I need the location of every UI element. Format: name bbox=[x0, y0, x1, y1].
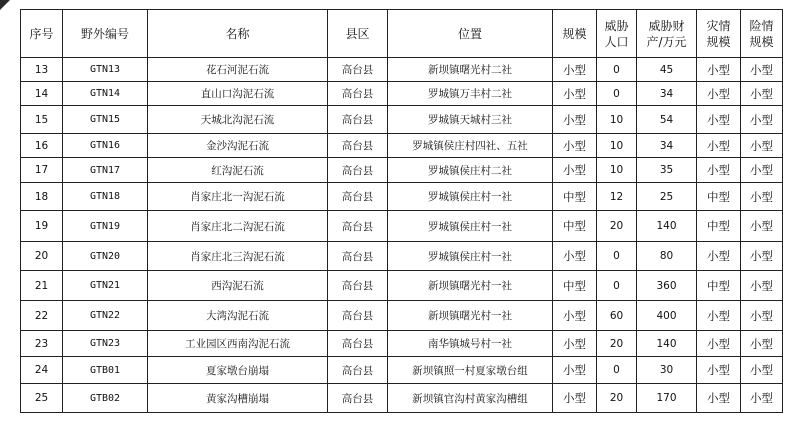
cell-scale: 小型 bbox=[553, 158, 597, 183]
cell-location: 新坝镇官沟村黄家沟槽组 bbox=[388, 384, 553, 413]
cell-threatened-property: 30 bbox=[637, 357, 697, 384]
cell-threatened-property: 360 bbox=[637, 271, 697, 301]
cell-county: 高台县 bbox=[328, 134, 388, 158]
cell-seq: 23 bbox=[21, 331, 63, 357]
cell-seq: 15 bbox=[21, 106, 63, 134]
cell-threatened-property: 25 bbox=[637, 183, 697, 211]
cell-code: GTN22 bbox=[63, 301, 148, 331]
cell-risk-scale: 小型 bbox=[741, 183, 783, 211]
cell-seq: 17 bbox=[21, 158, 63, 183]
cell-code: GTN19 bbox=[63, 211, 148, 242]
cell-seq: 20 bbox=[21, 242, 63, 271]
cell-risk-scale: 小型 bbox=[741, 271, 783, 301]
cell-scale: 中型 bbox=[553, 183, 597, 211]
cell-location: 新坝镇曙光村一社 bbox=[388, 301, 553, 331]
table-body bbox=[21, 58, 783, 413]
cell-seq: 22 bbox=[21, 301, 63, 331]
cell-name: 天城北沟泥石流 bbox=[148, 106, 328, 134]
cell-risk-scale: 小型 bbox=[741, 134, 783, 158]
table-row bbox=[21, 384, 783, 413]
cell-name: 大湾沟泥石流 bbox=[148, 301, 328, 331]
cell-county: 高台县 bbox=[328, 106, 388, 134]
table-row bbox=[21, 183, 783, 211]
cell-code: GTN20 bbox=[63, 242, 148, 271]
cell-name: 肖家庄北一沟泥石流 bbox=[148, 183, 328, 211]
cell-seq: 18 bbox=[21, 183, 63, 211]
cell-risk-scale: 小型 bbox=[741, 82, 783, 106]
cell-disaster-scale: 小型 bbox=[697, 58, 741, 82]
cell-code: GTN13 bbox=[63, 58, 148, 82]
cell-disaster-scale: 小型 bbox=[697, 106, 741, 134]
header-risk-scale-line1: 险情 bbox=[749, 18, 774, 33]
table-row bbox=[21, 158, 783, 183]
cell-name: 黄家沟槽崩塌 bbox=[148, 384, 328, 413]
cell-county: 高台县 bbox=[328, 384, 388, 413]
header-threatened-property bbox=[637, 10, 697, 58]
header-threatened-people bbox=[597, 10, 637, 58]
cell-code: GTN23 bbox=[63, 331, 148, 357]
table-row bbox=[21, 106, 783, 134]
cell-threatened-property: 34 bbox=[637, 134, 697, 158]
cell-disaster-scale: 小型 bbox=[697, 134, 741, 158]
cell-name: 金沙沟泥石流 bbox=[148, 134, 328, 158]
cell-name: 肖家庄北二沟泥石流 bbox=[148, 211, 328, 242]
cell-disaster-scale: 小型 bbox=[697, 301, 741, 331]
cell-threatened-people: 10 bbox=[597, 134, 637, 158]
header-disaster-scale-line1: 灾情 bbox=[706, 18, 731, 33]
cell-disaster-scale: 小型 bbox=[697, 242, 741, 271]
table-row bbox=[21, 211, 783, 242]
cell-county: 高台县 bbox=[328, 242, 388, 271]
header-risk-scale bbox=[741, 10, 783, 58]
cell-risk-scale: 小型 bbox=[741, 242, 783, 271]
cell-disaster-scale: 小型 bbox=[697, 82, 741, 106]
cell-threatened-property: 80 bbox=[637, 242, 697, 271]
cell-threatened-property: 170 bbox=[637, 384, 697, 413]
cell-location: 南华镇城号村一社 bbox=[388, 331, 553, 357]
cell-name: 夏家墩台崩塌 bbox=[148, 357, 328, 384]
cell-scale: 小型 bbox=[553, 82, 597, 106]
cell-risk-scale: 小型 bbox=[741, 106, 783, 134]
cell-threatened-people: 20 bbox=[597, 384, 637, 413]
cell-threatened-people: 10 bbox=[597, 106, 637, 134]
cell-county: 高台县 bbox=[328, 158, 388, 183]
cell-code: GTN14 bbox=[63, 82, 148, 106]
cell-disaster-scale: 中型 bbox=[697, 211, 741, 242]
hazard-table-container bbox=[20, 9, 783, 413]
cell-threatened-people: 0 bbox=[597, 271, 637, 301]
cell-name: 肖家庄北三沟泥石流 bbox=[148, 242, 328, 271]
cell-scale: 小型 bbox=[553, 242, 597, 271]
cell-threatened-people: 60 bbox=[597, 301, 637, 331]
header-row bbox=[21, 10, 783, 58]
cell-county: 高台县 bbox=[328, 58, 388, 82]
cell-disaster-scale: 小型 bbox=[697, 384, 741, 413]
cell-disaster-scale: 中型 bbox=[697, 183, 741, 211]
cell-disaster-scale: 小型 bbox=[697, 357, 741, 384]
cell-scale: 中型 bbox=[553, 271, 597, 301]
cell-scale: 中型 bbox=[553, 211, 597, 242]
header-threatened-property-line1: 威胁财 bbox=[648, 18, 685, 33]
cell-location: 罗城镇侯庄村一社 bbox=[388, 211, 553, 242]
cell-seq: 19 bbox=[21, 211, 63, 242]
table-row bbox=[21, 331, 783, 357]
header-name: 名称 bbox=[148, 10, 328, 58]
cell-location: 新坝镇照一村夏家墩台组 bbox=[388, 357, 553, 384]
cell-seq: 24 bbox=[21, 357, 63, 384]
cell-code: GTN18 bbox=[63, 183, 148, 211]
cell-seq: 25 bbox=[21, 384, 63, 413]
cell-scale: 小型 bbox=[553, 134, 597, 158]
cell-threatened-people: 20 bbox=[597, 211, 637, 242]
cell-threatened-people: 12 bbox=[597, 183, 637, 211]
cell-threatened-property: 54 bbox=[637, 106, 697, 134]
cell-disaster-scale: 小型 bbox=[697, 158, 741, 183]
cell-code: GTN17 bbox=[63, 158, 148, 183]
cell-location: 罗城镇天城村三社 bbox=[388, 106, 553, 134]
cell-location: 新坝镇曙光村一社 bbox=[388, 271, 553, 301]
header-risk-scale-line2: 规模 bbox=[749, 34, 774, 49]
cell-scale: 小型 bbox=[553, 58, 597, 82]
cell-threatened-people: 20 bbox=[597, 331, 637, 357]
cell-name: 红沟泥石流 bbox=[148, 158, 328, 183]
cell-disaster-scale: 小型 bbox=[697, 331, 741, 357]
header-scale: 规模 bbox=[553, 10, 597, 58]
cell-county: 高台县 bbox=[328, 183, 388, 211]
table-row bbox=[21, 82, 783, 106]
cell-code: GTB02 bbox=[63, 384, 148, 413]
cell-risk-scale: 小型 bbox=[741, 331, 783, 357]
header-county: 县区 bbox=[328, 10, 388, 58]
cell-location: 新坝镇曙光村二社 bbox=[388, 58, 553, 82]
cell-scale: 小型 bbox=[553, 106, 597, 134]
cell-seq: 16 bbox=[21, 134, 63, 158]
cell-disaster-scale: 中型 bbox=[697, 271, 741, 301]
cell-threatened-property: 34 bbox=[637, 82, 697, 106]
cell-threatened-property: 140 bbox=[637, 211, 697, 242]
table-row bbox=[21, 134, 783, 158]
header-disaster-scale bbox=[697, 10, 741, 58]
table-row bbox=[21, 271, 783, 301]
cell-seq: 13 bbox=[21, 58, 63, 82]
cell-scale: 小型 bbox=[553, 331, 597, 357]
cell-threatened-property: 35 bbox=[637, 158, 697, 183]
header-threatened-people-line2: 人口 bbox=[604, 34, 629, 49]
cell-county: 高台县 bbox=[328, 357, 388, 384]
cell-threatened-people: 0 bbox=[597, 357, 637, 384]
header-seq: 序号 bbox=[21, 10, 63, 58]
cell-county: 高台县 bbox=[328, 82, 388, 106]
header-threatened-property-line2: 产/万元 bbox=[646, 34, 687, 49]
cell-location: 罗城镇侯庄村一社 bbox=[388, 183, 553, 211]
page-corner-fold bbox=[0, 0, 10, 10]
cell-threatened-people: 0 bbox=[597, 82, 637, 106]
cell-location: 罗城镇侯庄村一社 bbox=[388, 242, 553, 271]
cell-threatened-people: 0 bbox=[597, 58, 637, 82]
cell-risk-scale: 小型 bbox=[741, 58, 783, 82]
cell-threatened-people: 0 bbox=[597, 242, 637, 271]
cell-threatened-property: 140 bbox=[637, 331, 697, 357]
table-row bbox=[21, 242, 783, 271]
cell-scale: 小型 bbox=[553, 301, 597, 331]
cell-scale: 小型 bbox=[553, 357, 597, 384]
cell-location: 罗城镇侯庄村二社 bbox=[388, 158, 553, 183]
cell-name: 工业园区西南沟泥石流 bbox=[148, 331, 328, 357]
cell-name: 花石河泥石流 bbox=[148, 58, 328, 82]
hazard-table bbox=[20, 9, 783, 413]
table-row bbox=[21, 301, 783, 331]
cell-code: GTN15 bbox=[63, 106, 148, 134]
cell-risk-scale: 小型 bbox=[741, 384, 783, 413]
table-row bbox=[21, 357, 783, 384]
header-threatened-people-line1: 威胁 bbox=[604, 18, 629, 33]
cell-risk-scale: 小型 bbox=[741, 211, 783, 242]
cell-county: 高台县 bbox=[328, 331, 388, 357]
cell-seq: 14 bbox=[21, 82, 63, 106]
cell-risk-scale: 小型 bbox=[741, 158, 783, 183]
cell-code: GTN16 bbox=[63, 134, 148, 158]
cell-name: 西沟泥石流 bbox=[148, 271, 328, 301]
cell-code: GTN21 bbox=[63, 271, 148, 301]
cell-risk-scale: 小型 bbox=[741, 357, 783, 384]
cell-scale: 小型 bbox=[553, 384, 597, 413]
cell-county: 高台县 bbox=[328, 271, 388, 301]
cell-county: 高台县 bbox=[328, 211, 388, 242]
cell-code: GTB01 bbox=[63, 357, 148, 384]
header-disaster-scale-line2: 规模 bbox=[706, 34, 731, 49]
cell-county: 高台县 bbox=[328, 301, 388, 331]
cell-name: 直山口沟泥石流 bbox=[148, 82, 328, 106]
cell-threatened-property: 400 bbox=[637, 301, 697, 331]
cell-seq: 21 bbox=[21, 271, 63, 301]
header-location: 位置 bbox=[388, 10, 553, 58]
cell-risk-scale: 小型 bbox=[741, 301, 783, 331]
cell-threatened-people: 10 bbox=[597, 158, 637, 183]
table-row bbox=[21, 58, 783, 82]
cell-threatened-property: 45 bbox=[637, 58, 697, 82]
cell-location: 罗城镇万丰村二社 bbox=[388, 82, 553, 106]
cell-location: 罗城镇侯庄村四社、五社 bbox=[388, 134, 553, 158]
header-code: 野外编号 bbox=[63, 10, 148, 58]
